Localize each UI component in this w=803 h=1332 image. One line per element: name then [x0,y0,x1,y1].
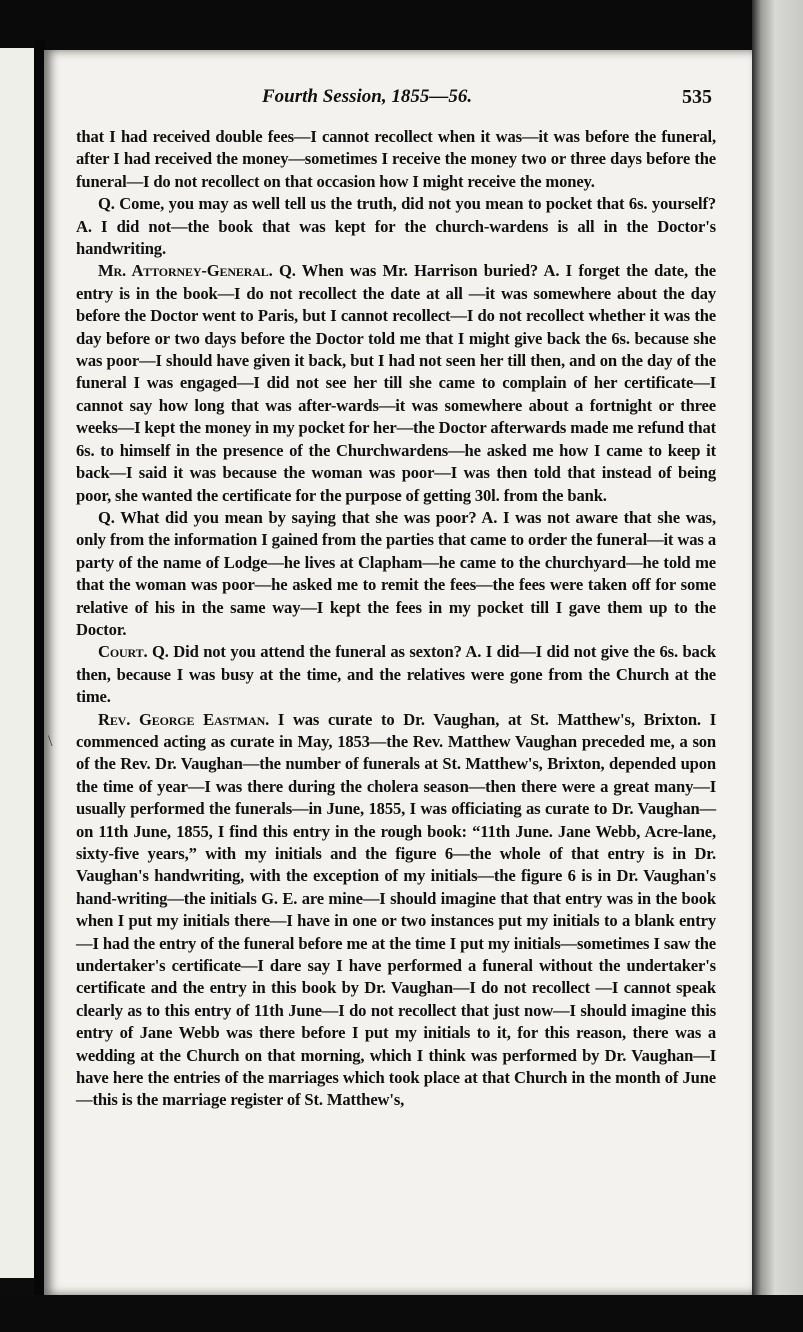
margin-pencil-mark: \ [48,733,53,750]
paragraph-text: Q. Did not you attend the funeral as sexton? A. I did—I did not give the 6s. back then, because I was busy at the time, and the relatives were gone from the Church at the time. [76,642,716,707]
speaker-name: Rev. George Eastman. [98,709,270,729]
paragraph [76,193,716,260]
speaker-name: Court. [98,642,148,662]
paragraph-text: Q. Come, you may as well tell us the truth, did not you mean to pocket that 6s. yourself? A. I did not—the book that was kept for the church-wardens is all in the Doctor's handwriting. [76,194,716,259]
page-number: 535 [682,86,712,108]
paragraph-text: Q. What did you mean by saying that she was poor? A. I was not aware that she was, only from the information I gained from the parties that came to order the funeral—it was a party of the name of Lodge—he lives at Clapham—he came to the churchyard—he told me that the woman was poor—he asked me to remit the fees—the fees were taken off for some relative of his in the same way—I kept the fees in my pocket till I gave them up to the Doctor. [76,507,716,639]
paragraph-text: Q. When was Mr. Harrison buried? A. I forget the date, the entry is in the book—I do not recollect the date at all —it was somewhere about the day before the Doctor went to Paris, but I cannot recollect—I do not recollect whether it was the day before or two days before the Doctor told me that I might give back the 6s. because she was poor—I should have given it back, but I had not seen her till then, and on the day of the funeral I was engaged—I did not see her till she came to complain of her certificate—I cannot say how long that was after-wards—it was somewhere about a fortnight or three weeks—I kept the money in my pocket for her—the Doctor afterwards made me refund that 6s. to himself in the presence of the Churchwardens—he asked me how I came to keep it back—I said it was because the woman was poor—I was then told that instead of being poor, she wanted the certificate for the purpose of getting 30l. from the bank. [76,261,716,505]
paragraph [76,260,716,506]
scan-top-border [0,0,803,52]
speaker-name: Mr. Attorney-General. [98,261,273,281]
paragraph-text: I was curate to Dr. Vaughan, at St. Matthew's, Brixton. I commenced acting as curate in May, 1853—the Rev. Matthew Vaughan preceded me, a son of the Rev. Dr. Vaughan—the number of funerals at St. Matthew's, Brixton, depended upon the time of year—I was there during the cholera season—then there were a great many—I usually performed the funerals—in June, 1855, I was officiating as curate to Dr. Vaughan—on 11th June, 1855, I find this entry in the rough book: “11th June. Jane Webb, Acre-lane, sixty-five years,” with my initials and the figure 6—the whole of that entry is in Dr. Vaughan's handwriting, with the exception of my initials—the figure 6 is in Dr. Vaughan's hand-writing—the initials G. E. are mine—I should imagine that that entry was in the book when I put my initials there—I have in one or two instances put my initials to a blank entry—I had the entry of the funeral before me at the time I put my initials—sometimes I saw the undertaker's certificate—I dare say I have performed a funeral without the undertaker's certificate and the entry in this book by Dr. Vaughan—I do not recollect —I cannot speak clearly as to this entry of 11th June—I do not recollect that just now—I should imagine this entry of Jane Webb was there before I put my initials to it, for this reason, there was a wedding at the Church on that morning, which I think was performed by Dr. Vaughan—I have here the entries of the marriages which took place at that Church in the month of June—this is the marriage register of St. Matthew's, [76,709,717,1110]
running-head [262,86,712,112]
paragraph [76,126,716,193]
running-title: Fourth Session, 1855—56. [262,86,473,107]
paragraph-text: that I had received double fees—I cannot recollect when it was—it was before the funeral, after I had received the money—sometimes I receive the money two or three days before the funeral—I do not recollect on that occasion how I might receive the money. [76,127,716,191]
paragraph [76,709,716,1112]
paragraph [76,507,716,641]
facing-page-edge [0,48,36,1278]
scan-bottom-border [0,1295,803,1332]
page-stack-edge [752,0,803,1332]
body-text [76,126,716,1286]
paragraph [76,641,716,708]
